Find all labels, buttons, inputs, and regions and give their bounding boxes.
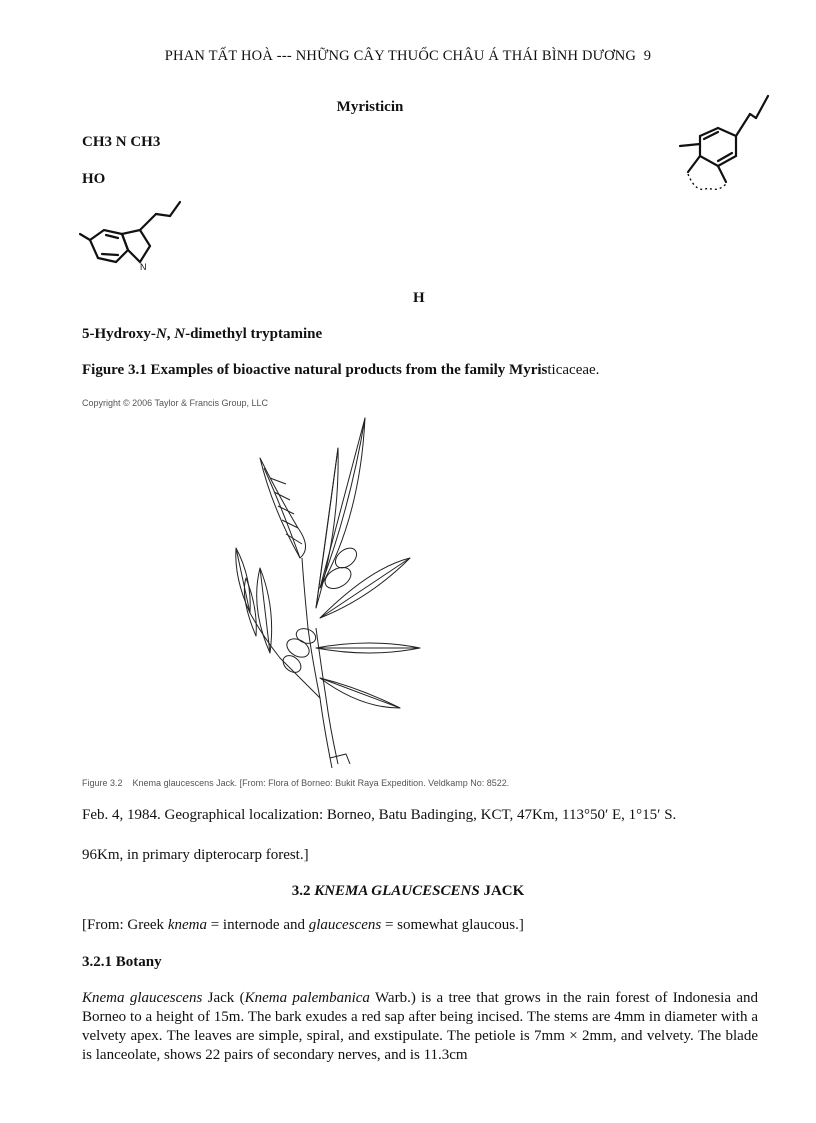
myristicin-structure-icon [650, 94, 770, 204]
etymology-word1: knema [167, 917, 207, 933]
header-title: PHAN TẤT HOÀ --- NHỮNG CÂY THUỐC CHÂU Á THÁI BÌNH DƯƠNG [164, 48, 637, 64]
tryptamine-prefix: 5-Hydroxy- [82, 326, 156, 342]
botany-synonym: Knema palembanica [244, 990, 370, 1006]
etymology-part2: = internode and [206, 917, 309, 933]
tryptamine-name [82, 325, 322, 343]
tryptamine-sep: , [166, 326, 175, 342]
ch3-n-ch3-label: CH3 N CH3 [82, 134, 161, 150]
figure-3-1-normal: ticaceae. [547, 362, 600, 378]
figure-3-2-text: Knema glaucescens Jack. [From: Flora of Borneo: Bukit Raya Expedition. Veldkamp No: 8522. [132, 778, 510, 788]
section-author: JACK [483, 883, 525, 899]
tryptamine-n2: N [174, 326, 186, 342]
tryptamine-structure-icon [76, 200, 196, 280]
etymology-word2: glaucescens [308, 917, 382, 933]
etymology-part3: = somewhat glaucous.] [381, 917, 524, 933]
etymology-line [82, 916, 524, 934]
figure-3-1-caption [82, 361, 599, 379]
botany-rest: Warb.) is a tree that grows in the rain forest of Indonesia and Borneo to a height of 15m. The bark exudes a red sap after being incised. The stems are 4mm in diameter with a velvety apex. The leaves are simple, spiral, and exstipulate. The petiole is 7mm × 2mm, and velvety. The blade is lanceolate, shows 22 pairs of secondary nerves, and is 11.3cm [82, 990, 758, 1063]
figure-3-2-caption [82, 778, 509, 788]
caption-continuation-line1: Feb. 4, 1984. Geographical localization: Borneo, Batu Badinging, KCT, 47Km, 113°50′ E, 1°15′ S. [82, 807, 677, 823]
myristicin-label: Myristicin [336, 99, 404, 115]
page-number: 9 [643, 48, 652, 64]
caption-continuation-line2: 96Km, in primary dipterocarp forest.] [82, 847, 309, 863]
botany-author: Jack ( [202, 990, 245, 1006]
botany-paragraph [82, 989, 758, 1065]
section-species: KNEMA GLAUCESCENS [314, 883, 480, 899]
running-header [0, 48, 816, 65]
section-heading [0, 882, 816, 900]
tryptamine-n1: N [155, 326, 167, 342]
ho-label: HO [82, 171, 106, 187]
botany-species: Knema glaucescens [82, 990, 203, 1006]
etymology-part1: [From: Greek [82, 917, 168, 933]
section-number: 3.2 [291, 883, 311, 899]
indole-n-atom: N [140, 262, 147, 272]
figure-3-2-label: Figure 3.2 [82, 778, 123, 788]
knema-glaucescens-illustration [220, 408, 420, 778]
figure-3-1-bold: Figure 3.1 Examples of bioactive natural products from the family Myris [82, 362, 548, 378]
subsection-title: 3.2.1 Botany [82, 954, 162, 970]
h-label: H [413, 290, 425, 306]
tryptamine-suffix: -dimethyl tryptamine [185, 326, 323, 342]
copyright-line: Copyright © 2006 Taylor & Francis Group, LLC [82, 398, 269, 408]
